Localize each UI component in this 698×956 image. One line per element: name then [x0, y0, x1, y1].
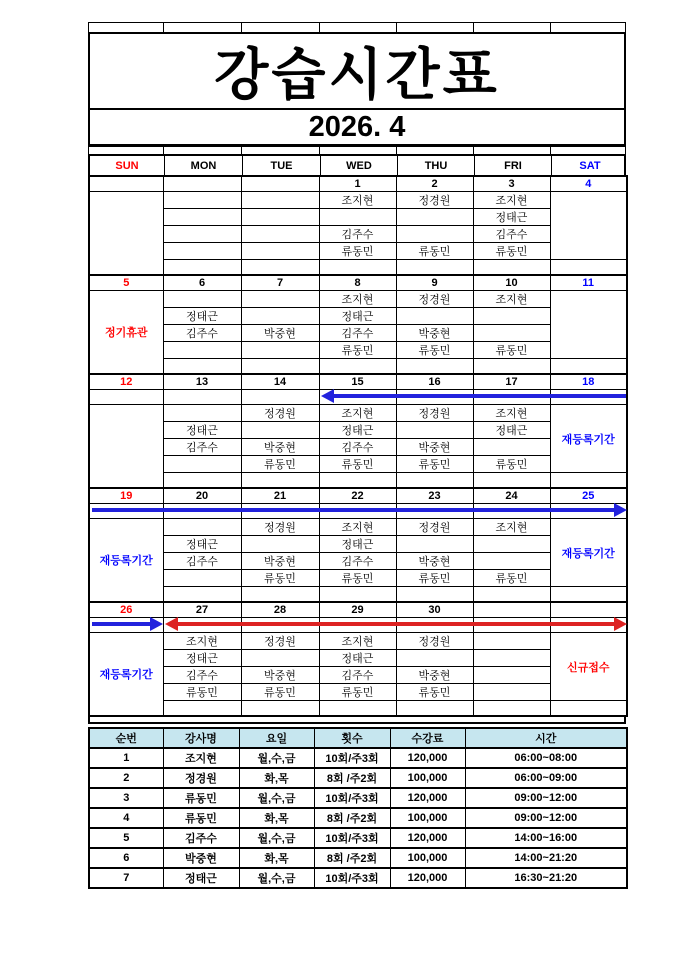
- instructor-cell: 정태근: [319, 536, 396, 553]
- price-cell: 조지현: [163, 748, 239, 768]
- price-row: [89, 748, 627, 768]
- arrow-row-cell: [550, 618, 627, 633]
- instructor-cell: [163, 519, 241, 536]
- date-cell: 1: [319, 176, 396, 192]
- instructor-cell: [319, 209, 396, 226]
- date-cell: 29: [319, 602, 396, 618]
- arrow-row-cell: [396, 618, 473, 633]
- instructor-cell: 조지현: [319, 405, 396, 422]
- date-cell: 17: [473, 374, 550, 390]
- date-cell: 6: [163, 275, 241, 291]
- instructor-cell: [241, 226, 319, 243]
- price-row: [89, 768, 627, 788]
- instructor-cell: 정경원: [396, 405, 473, 422]
- instructor-cell: 김주수: [319, 325, 396, 342]
- price-cell: 06:00~09:00: [465, 768, 627, 788]
- instructor-cell: 류동민: [319, 342, 396, 359]
- day-header-fri: FRI: [474, 156, 551, 175]
- instructor-cell: [473, 701, 550, 717]
- instructor-cell: 김주수: [163, 553, 241, 570]
- sat-note-cell: [550, 291, 627, 359]
- price-cell: 100,000: [390, 848, 465, 868]
- instructor-cell: 류동민: [473, 456, 550, 473]
- arrow-row-cell: [241, 618, 319, 633]
- price-cell: 화,목: [239, 848, 314, 868]
- sun-note-cell: [89, 405, 163, 489]
- instructor-cell: [473, 359, 550, 375]
- instructor-cell: [163, 473, 241, 489]
- instructor-cell: [163, 359, 241, 375]
- price-cell: 2: [89, 768, 163, 788]
- instructor-cell: 조지현: [319, 192, 396, 209]
- instructor-cell: 류동민: [396, 342, 473, 359]
- instructor-cell: [473, 553, 550, 570]
- date-cell: 21: [241, 488, 319, 504]
- instructor-cell: 류동민: [473, 570, 550, 587]
- instructor-cell: [473, 684, 550, 701]
- date-cell: 15: [319, 374, 396, 390]
- arrow-row-cell: [473, 618, 550, 633]
- instructor-cell: 류동민: [319, 684, 396, 701]
- date-cell: 11: [550, 275, 627, 291]
- instructor-cell: [396, 536, 473, 553]
- price-cell: 정경원: [163, 768, 239, 788]
- instructor-cell: [241, 308, 319, 325]
- instructor-cell: [319, 260, 396, 276]
- price-cell: 14:00~16:00: [465, 828, 627, 848]
- calendar-weeks: [88, 175, 626, 717]
- price-cell: 120,000: [390, 868, 465, 888]
- sat-last-cell: [550, 473, 627, 489]
- instructor-cell: [473, 260, 550, 276]
- instructor-cell: [319, 359, 396, 375]
- mid-spacer-row: [88, 146, 626, 155]
- price-cell: 10회/주3회: [314, 868, 390, 888]
- instructor-cell: [396, 701, 473, 717]
- instructor-cell: 정태근: [163, 422, 241, 439]
- instructor-cell: 조지현: [319, 291, 396, 308]
- instructor-cell: [473, 667, 550, 684]
- price-cell: 10회/주3회: [314, 828, 390, 848]
- instructor-cell: 박중현: [396, 325, 473, 342]
- price-cell: 5: [89, 828, 163, 848]
- instructor-cell: 조지현: [473, 291, 550, 308]
- date-cell: 30: [396, 602, 473, 618]
- date-cell: 20: [163, 488, 241, 504]
- instructor-cell: 류동민: [396, 684, 473, 701]
- instructor-cell: 류동민: [241, 456, 319, 473]
- date-cell: [473, 602, 550, 618]
- instructor-cell: [163, 570, 241, 587]
- instructor-cell: 박중현: [396, 439, 473, 456]
- instructor-cell: 김주수: [319, 226, 396, 243]
- instructor-cell: 류동민: [319, 456, 396, 473]
- sat-note-cell: [550, 192, 627, 260]
- arrow-row-cell: [241, 390, 319, 405]
- price-cell: 06:00~08:00: [465, 748, 627, 768]
- sat-note-cell: 재등록기간: [550, 405, 627, 473]
- instructor-cell: [473, 633, 550, 650]
- day-header-thu: THU: [397, 156, 474, 175]
- instructor-cell: [163, 291, 241, 308]
- sat-last-cell: [550, 359, 627, 375]
- instructor-cell: [319, 701, 396, 717]
- instructor-cell: 정태근: [319, 650, 396, 667]
- instructor-cell: 류동민: [319, 570, 396, 587]
- date-cell: 8: [319, 275, 396, 291]
- sat-note-cell: 신규접수: [550, 633, 627, 701]
- arrow-row-cell: [319, 390, 396, 405]
- price-cell: 8회 /주2회: [314, 848, 390, 868]
- instructor-cell: 김주수: [163, 325, 241, 342]
- price-header-instructor: 강사명: [163, 728, 239, 748]
- instructor-cell: [396, 226, 473, 243]
- instructor-cell: 김주수: [473, 226, 550, 243]
- date-cell: 7: [241, 275, 319, 291]
- date-cell: 18: [550, 374, 627, 390]
- instructor-cell: 조지현: [319, 633, 396, 650]
- instructor-cell: 류동민: [473, 342, 550, 359]
- instructor-cell: 조지현: [319, 519, 396, 536]
- instructor-cell: 정경원: [241, 519, 319, 536]
- price-cell: 16:30~21:20: [465, 868, 627, 888]
- price-cell: 8회 /주2회: [314, 768, 390, 788]
- instructor-cell: [241, 650, 319, 667]
- sat-last-cell: [550, 260, 627, 276]
- date-cell: 26: [89, 602, 163, 618]
- instructor-cell: 류동민: [163, 684, 241, 701]
- instructor-cell: 정경원: [241, 633, 319, 650]
- instructor-cell: [396, 587, 473, 603]
- day-header-sun: SUN: [115, 159, 139, 172]
- price-cell: 월,수,금: [239, 828, 314, 848]
- price-cell: 100,000: [390, 808, 465, 828]
- sun-note-cell: [89, 192, 163, 276]
- price-cell: 120,000: [390, 788, 465, 808]
- price-cell: 8회 /주2회: [314, 808, 390, 828]
- instructor-cell: 정경원: [396, 291, 473, 308]
- price-cell: 화,목: [239, 808, 314, 828]
- price-cell: 14:00~21:20: [465, 848, 627, 868]
- instructor-cell: [473, 308, 550, 325]
- instructor-cell: [241, 536, 319, 553]
- instructor-cell: 류동민: [396, 243, 473, 260]
- arrow-row-cell: [163, 390, 241, 405]
- price-header-fee: 수강료: [390, 728, 465, 748]
- instructor-cell: [241, 701, 319, 717]
- price-cell: 월,수,금: [239, 868, 314, 888]
- instructor-cell: 박중현: [396, 553, 473, 570]
- price-cell: 류동민: [163, 788, 239, 808]
- price-header-time: 시간: [465, 728, 627, 748]
- week-5: [88, 601, 626, 717]
- instructor-cell: 박중현: [241, 325, 319, 342]
- price-header-days: 요일: [239, 728, 314, 748]
- instructor-cell: [396, 473, 473, 489]
- instructor-cell: [163, 209, 241, 226]
- date-cell: [550, 602, 627, 618]
- instructor-cell: 류동민: [241, 570, 319, 587]
- instructor-cell: [241, 192, 319, 209]
- instructor-cell: [396, 260, 473, 276]
- instructor-cell: 박중현: [241, 439, 319, 456]
- instructor-cell: [241, 243, 319, 260]
- date-cell: [163, 176, 241, 192]
- day-header-sat: SAT: [551, 156, 628, 175]
- instructor-cell: 김주수: [163, 439, 241, 456]
- date-cell: 25: [550, 488, 627, 504]
- price-cell: 3: [89, 788, 163, 808]
- date-cell: 12: [89, 374, 163, 390]
- arrow-row-cell: [396, 390, 473, 405]
- arrow-row-cell: [550, 504, 627, 519]
- instructor-cell: [241, 587, 319, 603]
- price-cell: 10회/주3회: [314, 748, 390, 768]
- instructor-cell: 박중현: [241, 553, 319, 570]
- day-header-tue: TUE: [242, 156, 320, 175]
- date-cell: 3: [473, 176, 550, 192]
- price-table: [88, 727, 628, 889]
- instructor-cell: 정태근: [319, 422, 396, 439]
- instructor-cell: 정경원: [396, 519, 473, 536]
- arrow-row-cell: [319, 504, 396, 519]
- date-cell: 24: [473, 488, 550, 504]
- date-cell: 22: [319, 488, 396, 504]
- instructor-cell: [163, 701, 241, 717]
- instructor-cell: [163, 456, 241, 473]
- date-cell: [89, 176, 163, 192]
- instructor-cell: 정경원: [396, 192, 473, 209]
- sun-note-cell: 정기휴관: [89, 291, 163, 375]
- instructor-cell: 정경원: [396, 633, 473, 650]
- instructor-cell: [396, 308, 473, 325]
- price-cell: 4: [89, 808, 163, 828]
- arrow-row-cell: [550, 390, 627, 405]
- instructor-cell: 류동민: [241, 684, 319, 701]
- week-2: [88, 274, 626, 375]
- arrow-row-cell: [89, 504, 163, 519]
- instructor-cell: 김주수: [319, 667, 396, 684]
- date-cell: 23: [396, 488, 473, 504]
- price-cell: 6: [89, 848, 163, 868]
- date-cell: 5: [89, 275, 163, 291]
- arrow-row-cell: [89, 618, 163, 633]
- sat-last-cell: [550, 701, 627, 717]
- arrow-row-cell: [163, 504, 241, 519]
- price-cell: 류동민: [163, 808, 239, 828]
- instructor-cell: [396, 650, 473, 667]
- sun-note-cell: 재등록기간: [89, 519, 163, 603]
- instructor-cell: [241, 209, 319, 226]
- date-cell: 16: [396, 374, 473, 390]
- price-cell: 120,000: [390, 748, 465, 768]
- price-row: [89, 828, 627, 848]
- instructor-cell: 박중현: [396, 667, 473, 684]
- instructor-cell: [396, 359, 473, 375]
- day-header-mon: MON: [164, 156, 242, 175]
- instructor-cell: [319, 473, 396, 489]
- month-label: 2026. 4: [88, 108, 626, 146]
- day-header-row: [88, 154, 626, 177]
- instructor-cell: 박중현: [241, 667, 319, 684]
- instructor-cell: 김주수: [163, 667, 241, 684]
- instructor-cell: [473, 536, 550, 553]
- week-1: [88, 175, 626, 276]
- instructor-cell: 정태근: [319, 308, 396, 325]
- instructor-cell: [163, 260, 241, 276]
- instructor-cell: [241, 291, 319, 308]
- instructor-cell: [396, 422, 473, 439]
- instructor-cell: 조지현: [163, 633, 241, 650]
- instructor-cell: [241, 473, 319, 489]
- price-cell: 09:00~12:00: [465, 808, 627, 828]
- instructor-cell: 류동민: [396, 456, 473, 473]
- price-cell: 박중현: [163, 848, 239, 868]
- date-cell: 9: [396, 275, 473, 291]
- instructor-cell: 류동민: [396, 570, 473, 587]
- instructor-cell: [163, 405, 241, 422]
- price-cell: 화,목: [239, 768, 314, 788]
- price-header-row: [89, 728, 627, 748]
- instructor-cell: [163, 243, 241, 260]
- arrow-row-cell: [241, 504, 319, 519]
- instructor-cell: [473, 473, 550, 489]
- price-cell: 7: [89, 868, 163, 888]
- instructor-cell: 정태근: [163, 536, 241, 553]
- date-cell: 4: [550, 176, 627, 192]
- instructor-cell: [241, 359, 319, 375]
- instructor-cell: 조지현: [473, 405, 550, 422]
- price-cell: 09:00~12:00: [465, 788, 627, 808]
- price-row: [89, 788, 627, 808]
- day-header-wed: WED: [320, 156, 397, 175]
- price-cell: 1: [89, 748, 163, 768]
- sat-last-cell: [550, 587, 627, 603]
- price-row: [89, 808, 627, 828]
- instructor-cell: [473, 325, 550, 342]
- instructor-cell: 정태근: [473, 209, 550, 226]
- timetable-sheet: [88, 22, 626, 889]
- price-cell: 김주수: [163, 828, 239, 848]
- arrow-row-cell: [473, 390, 550, 405]
- price-row: [89, 848, 627, 868]
- instructor-cell: [163, 342, 241, 359]
- date-cell: 10: [473, 275, 550, 291]
- instructor-cell: 류동민: [319, 243, 396, 260]
- instructor-cell: [163, 587, 241, 603]
- price-cell: 월,수,금: [239, 788, 314, 808]
- instructor-cell: 정태근: [163, 650, 241, 667]
- instructor-cell: 조지현: [473, 192, 550, 209]
- instructor-cell: [319, 587, 396, 603]
- instructor-cell: [473, 439, 550, 456]
- price-header-count: 횟수: [314, 728, 390, 748]
- page-title: 강습시간표: [88, 32, 626, 110]
- price-cell: 10회/주3회: [314, 788, 390, 808]
- instructor-cell: [163, 226, 241, 243]
- price-cell: 정태근: [163, 868, 239, 888]
- arrow-row-cell: [396, 504, 473, 519]
- date-cell: 2: [396, 176, 473, 192]
- instructor-cell: 김주수: [319, 439, 396, 456]
- sun-note-cell: 재등록기간: [89, 633, 163, 717]
- instructor-cell: 조지현: [473, 519, 550, 536]
- arrow-row-cell: [319, 618, 396, 633]
- price-cell: 120,000: [390, 828, 465, 848]
- sat-note-cell: 재등록기간: [550, 519, 627, 587]
- instructor-cell: [473, 587, 550, 603]
- instructor-cell: 정태근: [473, 422, 550, 439]
- arrow-row-cell: [163, 618, 241, 633]
- date-cell: 14: [241, 374, 319, 390]
- instructor-cell: [396, 209, 473, 226]
- date-cell: 19: [89, 488, 163, 504]
- instructor-cell: 정태근: [163, 308, 241, 325]
- arrow-row-cell: [89, 390, 163, 405]
- date-cell: 13: [163, 374, 241, 390]
- price-row: [89, 868, 627, 888]
- instructor-cell: 류동민: [473, 243, 550, 260]
- instructor-cell: 정경원: [241, 405, 319, 422]
- price-cell: 월,수,금: [239, 748, 314, 768]
- date-cell: 28: [241, 602, 319, 618]
- instructor-cell: [473, 650, 550, 667]
- instructor-cell: [241, 422, 319, 439]
- date-cell: 27: [163, 602, 241, 618]
- instructor-cell: [241, 260, 319, 276]
- date-cell: [241, 176, 319, 192]
- week-3: [88, 373, 626, 489]
- price-header-no: 순번: [89, 728, 163, 748]
- week-4: [88, 487, 626, 603]
- instructor-cell: [241, 342, 319, 359]
- instructor-cell: 김주수: [319, 553, 396, 570]
- price-cell: 100,000: [390, 768, 465, 788]
- arrow-row-cell: [473, 504, 550, 519]
- instructor-cell: [163, 192, 241, 209]
